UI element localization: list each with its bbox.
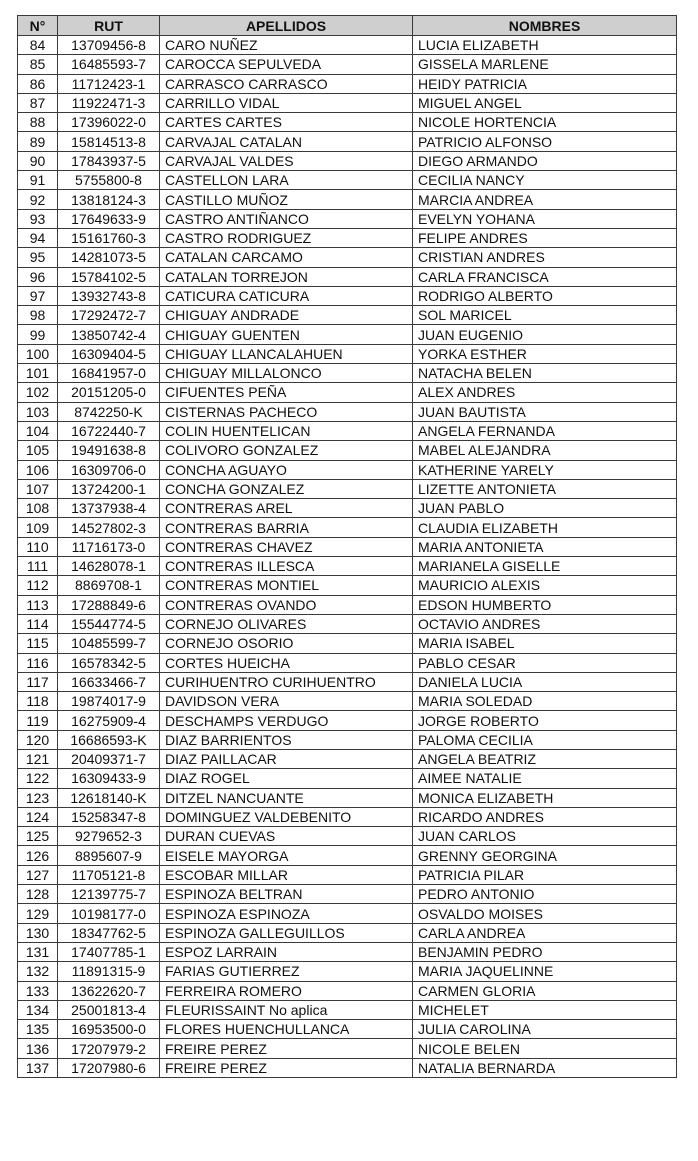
cell-apellidos: CORTES HUEICHA bbox=[160, 653, 413, 672]
cell-apellidos: DESCHAMPS VERDUGO bbox=[160, 711, 413, 730]
cell-rut: 15258347-8 bbox=[58, 807, 160, 826]
cell-number: 135 bbox=[18, 1020, 58, 1039]
cell-number: 121 bbox=[18, 749, 58, 768]
cell-nombres: DIEGO ARMANDO bbox=[413, 151, 677, 170]
cell-rut: 16686593-K bbox=[58, 730, 160, 749]
cell-nombres: KATHERINE YARELY bbox=[413, 460, 677, 479]
cell-apellidos: ESCOBAR MILLAR bbox=[160, 865, 413, 884]
cell-rut: 13737938-4 bbox=[58, 499, 160, 518]
cell-apellidos: FERREIRA ROMERO bbox=[160, 981, 413, 1000]
cell-apellidos: FREIRE PEREZ bbox=[160, 1058, 413, 1077]
cell-number: 97 bbox=[18, 286, 58, 305]
cell-rut: 9279652-3 bbox=[58, 827, 160, 846]
cell-nombres: GRENNY GEORGINA bbox=[413, 846, 677, 865]
table-row bbox=[18, 537, 677, 556]
cell-number: 96 bbox=[18, 267, 58, 286]
table-row bbox=[18, 171, 677, 190]
cell-number: 92 bbox=[18, 190, 58, 209]
cell-rut: 20151205-0 bbox=[58, 383, 160, 402]
cell-apellidos: CASTRO ANTIÑANCO bbox=[160, 209, 413, 228]
header-number: N° bbox=[18, 16, 58, 36]
cell-rut: 8742250-K bbox=[58, 402, 160, 421]
table-row bbox=[18, 441, 677, 460]
cell-apellidos: CARO NUÑEZ bbox=[160, 36, 413, 55]
cell-number: 103 bbox=[18, 402, 58, 421]
table-row bbox=[18, 151, 677, 170]
cell-rut: 17292472-7 bbox=[58, 306, 160, 325]
table-body bbox=[18, 36, 677, 1078]
cell-apellidos: CONTRERAS CHAVEZ bbox=[160, 537, 413, 556]
cell-nombres: PATRICIA PILAR bbox=[413, 865, 677, 884]
table-row bbox=[18, 576, 677, 595]
cell-nombres: GISSELA MARLENE bbox=[413, 55, 677, 74]
cell-rut: 17288849-6 bbox=[58, 595, 160, 614]
cell-apellidos: CONCHA AGUAYO bbox=[160, 460, 413, 479]
cell-number: 84 bbox=[18, 36, 58, 55]
cell-rut: 13709456-8 bbox=[58, 36, 160, 55]
cell-rut: 16309706-0 bbox=[58, 460, 160, 479]
cell-number: 95 bbox=[18, 248, 58, 267]
cell-number: 119 bbox=[18, 711, 58, 730]
cell-nombres: LIZETTE ANTONIETA bbox=[413, 479, 677, 498]
table-row bbox=[18, 846, 677, 865]
table-row bbox=[18, 364, 677, 383]
cell-nombres: CRISTIAN ANDRES bbox=[413, 248, 677, 267]
cell-nombres: JORGE ROBERTO bbox=[413, 711, 677, 730]
cell-number: 98 bbox=[18, 306, 58, 325]
cell-nombres: ALEX ANDRES bbox=[413, 383, 677, 402]
cell-number: 128 bbox=[18, 885, 58, 904]
table-row bbox=[18, 1020, 677, 1039]
cell-number: 86 bbox=[18, 74, 58, 93]
cell-apellidos: CIFUENTES PEÑA bbox=[160, 383, 413, 402]
cell-number: 123 bbox=[18, 788, 58, 807]
cell-number: 99 bbox=[18, 325, 58, 344]
cell-nombres: NICOLE BELEN bbox=[413, 1039, 677, 1058]
cell-nombres: JUAN BAUTISTA bbox=[413, 402, 677, 421]
cell-rut: 8869708-1 bbox=[58, 576, 160, 595]
cell-rut: 11922471-3 bbox=[58, 93, 160, 112]
table-row bbox=[18, 306, 677, 325]
cell-apellidos: DIAZ BARRIENTOS bbox=[160, 730, 413, 749]
table-row bbox=[18, 325, 677, 344]
table-row bbox=[18, 730, 677, 749]
cell-rut: 16633466-7 bbox=[58, 672, 160, 691]
cell-nombres: ANGELA BEATRIZ bbox=[413, 749, 677, 768]
cell-apellidos: CASTILLO MUÑOZ bbox=[160, 190, 413, 209]
cell-number: 129 bbox=[18, 904, 58, 923]
cell-nombres: DANIELA LUCIA bbox=[413, 672, 677, 691]
cell-nombres: MARIA ANTONIETA bbox=[413, 537, 677, 556]
table-row bbox=[18, 209, 677, 228]
table-row bbox=[18, 1039, 677, 1058]
cell-apellidos: CARVAJAL CATALAN bbox=[160, 132, 413, 151]
cell-rut: 25001813-4 bbox=[58, 1000, 160, 1019]
cell-rut: 16309433-9 bbox=[58, 769, 160, 788]
cell-number: 137 bbox=[18, 1058, 58, 1077]
cell-rut: 12618140-K bbox=[58, 788, 160, 807]
cell-rut: 14628078-1 bbox=[58, 557, 160, 576]
cell-nombres: MARIANELA GISELLE bbox=[413, 557, 677, 576]
table-row bbox=[18, 36, 677, 55]
cell-nombres: RICARDO ANDRES bbox=[413, 807, 677, 826]
cell-number: 108 bbox=[18, 499, 58, 518]
table-row bbox=[18, 904, 677, 923]
cell-apellidos: CHIGUAY LLANCALAHUEN bbox=[160, 344, 413, 363]
cell-apellidos: DAVIDSON VERA bbox=[160, 692, 413, 711]
table-row bbox=[18, 788, 677, 807]
cell-nombres: JUAN CARLOS bbox=[413, 827, 677, 846]
table-row bbox=[18, 981, 677, 1000]
cell-apellidos: CONTRERAS ILLESCA bbox=[160, 557, 413, 576]
table-row bbox=[18, 885, 677, 904]
table-header-row bbox=[18, 16, 677, 36]
cell-apellidos: CONTRERAS BARRIA bbox=[160, 518, 413, 537]
cell-number: 114 bbox=[18, 614, 58, 633]
cell-number: 134 bbox=[18, 1000, 58, 1019]
table-row bbox=[18, 749, 677, 768]
cell-nombres: MAURICIO ALEXIS bbox=[413, 576, 677, 595]
table-row bbox=[18, 74, 677, 93]
table-row bbox=[18, 692, 677, 711]
cell-number: 101 bbox=[18, 364, 58, 383]
table-row bbox=[18, 1058, 677, 1077]
cell-number: 122 bbox=[18, 769, 58, 788]
cell-nombres: MARCIA ANDREA bbox=[413, 190, 677, 209]
table-row bbox=[18, 479, 677, 498]
cell-apellidos: ESPINOZA ESPINOZA bbox=[160, 904, 413, 923]
table-row bbox=[18, 93, 677, 112]
cell-nombres: CARLA FRANCISCA bbox=[413, 267, 677, 286]
cell-apellidos: FLEURISSAINT No aplica bbox=[160, 1000, 413, 1019]
table-row bbox=[18, 421, 677, 440]
cell-number: 88 bbox=[18, 113, 58, 132]
cell-apellidos: ESPOZ LARRAIN bbox=[160, 942, 413, 961]
cell-rut: 11891315-9 bbox=[58, 962, 160, 981]
cell-rut: 5755800-8 bbox=[58, 171, 160, 190]
cell-apellidos: CONCHA GONZALEZ bbox=[160, 479, 413, 498]
cell-rut: 17207980-6 bbox=[58, 1058, 160, 1077]
cell-apellidos: FLORES HUENCHULLANCA bbox=[160, 1020, 413, 1039]
cell-nombres: BENJAMIN PEDRO bbox=[413, 942, 677, 961]
cell-nombres: PALOMA CECILIA bbox=[413, 730, 677, 749]
cell-apellidos: CORNEJO OLIVARES bbox=[160, 614, 413, 633]
cell-number: 110 bbox=[18, 537, 58, 556]
cell-apellidos: CATALAN TORREJON bbox=[160, 267, 413, 286]
cell-nombres: CARMEN GLORIA bbox=[413, 981, 677, 1000]
cell-number: 118 bbox=[18, 692, 58, 711]
cell-number: 93 bbox=[18, 209, 58, 228]
cell-apellidos: CASTRO RODRIGUEZ bbox=[160, 228, 413, 247]
cell-apellidos: CATICURA CATICURA bbox=[160, 286, 413, 305]
cell-number: 109 bbox=[18, 518, 58, 537]
cell-apellidos: CONTRERAS AREL bbox=[160, 499, 413, 518]
cell-rut: 17843937-5 bbox=[58, 151, 160, 170]
cell-number: 126 bbox=[18, 846, 58, 865]
cell-nombres: PEDRO ANTONIO bbox=[413, 885, 677, 904]
cell-number: 91 bbox=[18, 171, 58, 190]
cell-rut: 16578342-5 bbox=[58, 653, 160, 672]
cell-apellidos: DITZEL NANCUANTE bbox=[160, 788, 413, 807]
cell-number: 100 bbox=[18, 344, 58, 363]
cell-rut: 15814513-8 bbox=[58, 132, 160, 151]
cell-apellidos: CONTRERAS MONTIEL bbox=[160, 576, 413, 595]
cell-rut: 10485599-7 bbox=[58, 634, 160, 653]
cell-number: 85 bbox=[18, 55, 58, 74]
cell-apellidos: CONTRERAS OVANDO bbox=[160, 595, 413, 614]
cell-rut: 11705121-8 bbox=[58, 865, 160, 884]
cell-nombres: NATACHA BELEN bbox=[413, 364, 677, 383]
table-row bbox=[18, 267, 677, 286]
cell-rut: 16953500-0 bbox=[58, 1020, 160, 1039]
header-nombres: NOMBRES bbox=[413, 16, 677, 36]
cell-nombres: NICOLE HORTENCIA bbox=[413, 113, 677, 132]
cell-apellidos: DURAN CUEVAS bbox=[160, 827, 413, 846]
cell-apellidos: CARVAJAL VALDES bbox=[160, 151, 413, 170]
cell-number: 117 bbox=[18, 672, 58, 691]
cell-apellidos: DIAZ ROGEL bbox=[160, 769, 413, 788]
cell-apellidos: FARIAS GUTIERREZ bbox=[160, 962, 413, 981]
cell-apellidos: FREIRE PEREZ bbox=[160, 1039, 413, 1058]
cell-nombres: CLAUDIA ELIZABETH bbox=[413, 518, 677, 537]
table-row bbox=[18, 595, 677, 614]
cell-nombres: MARIA ISABEL bbox=[413, 634, 677, 653]
cell-rut: 13932743-8 bbox=[58, 286, 160, 305]
cell-apellidos: CAROCCA SEPULVEDA bbox=[160, 55, 413, 74]
cell-rut: 19874017-9 bbox=[58, 692, 160, 711]
cell-nombres: MIGUEL ANGEL bbox=[413, 93, 677, 112]
cell-nombres: MONICA ELIZABETH bbox=[413, 788, 677, 807]
cell-nombres: HEIDY PATRICIA bbox=[413, 74, 677, 93]
cell-apellidos: COLIVORO GONZALEZ bbox=[160, 441, 413, 460]
cell-nombres: JULIA CAROLINA bbox=[413, 1020, 677, 1039]
table-row bbox=[18, 499, 677, 518]
cell-nombres: EDSON HUMBERTO bbox=[413, 595, 677, 614]
cell-nombres: JUAN EUGENIO bbox=[413, 325, 677, 344]
cell-number: 105 bbox=[18, 441, 58, 460]
table-row bbox=[18, 865, 677, 884]
table-row bbox=[18, 190, 677, 209]
cell-nombres: JUAN PABLO bbox=[413, 499, 677, 518]
registry-table bbox=[17, 15, 677, 1078]
cell-number: 87 bbox=[18, 93, 58, 112]
cell-apellidos: COLIN HUENTELICAN bbox=[160, 421, 413, 440]
cell-rut: 14281073-5 bbox=[58, 248, 160, 267]
cell-rut: 11712423-1 bbox=[58, 74, 160, 93]
cell-nombres: MABEL ALEJANDRA bbox=[413, 441, 677, 460]
cell-nombres: NATALIA BERNARDA bbox=[413, 1058, 677, 1077]
table-row bbox=[18, 634, 677, 653]
cell-number: 89 bbox=[18, 132, 58, 151]
cell-apellidos: CHIGUAY GUENTEN bbox=[160, 325, 413, 344]
table-row bbox=[18, 383, 677, 402]
cell-nombres: AIMEE NATALIE bbox=[413, 769, 677, 788]
cell-rut: 13850742-4 bbox=[58, 325, 160, 344]
cell-number: 132 bbox=[18, 962, 58, 981]
cell-apellidos: CHIGUAY ANDRADE bbox=[160, 306, 413, 325]
table-row bbox=[18, 711, 677, 730]
cell-rut: 17407785-1 bbox=[58, 942, 160, 961]
cell-number: 102 bbox=[18, 383, 58, 402]
cell-number: 136 bbox=[18, 1039, 58, 1058]
cell-rut: 12139775-7 bbox=[58, 885, 160, 904]
table-row bbox=[18, 557, 677, 576]
table-row bbox=[18, 228, 677, 247]
table-row bbox=[18, 286, 677, 305]
cell-apellidos: CARRILLO VIDAL bbox=[160, 93, 413, 112]
cell-number: 107 bbox=[18, 479, 58, 498]
cell-rut: 11716173-0 bbox=[58, 537, 160, 556]
table-row bbox=[18, 769, 677, 788]
cell-rut: 16722440-7 bbox=[58, 421, 160, 440]
cell-nombres: LUCIA ELIZABETH bbox=[413, 36, 677, 55]
cell-number: 130 bbox=[18, 923, 58, 942]
cell-nombres: PABLO CESAR bbox=[413, 653, 677, 672]
cell-apellidos: ESPINOZA BELTRAN bbox=[160, 885, 413, 904]
table-row bbox=[18, 518, 677, 537]
cell-apellidos: CARTES CARTES bbox=[160, 113, 413, 132]
cell-apellidos: CARRASCO CARRASCO bbox=[160, 74, 413, 93]
cell-nombres: OCTAVIO ANDRES bbox=[413, 614, 677, 633]
cell-rut: 16841957-0 bbox=[58, 364, 160, 383]
cell-rut: 13724200-1 bbox=[58, 479, 160, 498]
cell-apellidos: CHIGUAY MILLALONCO bbox=[160, 364, 413, 383]
cell-rut: 18347762-5 bbox=[58, 923, 160, 942]
cell-nombres: SOL MARICEL bbox=[413, 306, 677, 325]
cell-number: 133 bbox=[18, 981, 58, 1000]
table-row bbox=[18, 402, 677, 421]
cell-number: 111 bbox=[18, 557, 58, 576]
table-row bbox=[18, 460, 677, 479]
cell-apellidos: CISTERNAS PACHECO bbox=[160, 402, 413, 421]
table-row bbox=[18, 113, 677, 132]
cell-rut: 15784102-5 bbox=[58, 267, 160, 286]
cell-number: 127 bbox=[18, 865, 58, 884]
cell-number: 124 bbox=[18, 807, 58, 826]
cell-rut: 8895607-9 bbox=[58, 846, 160, 865]
cell-rut: 16485593-7 bbox=[58, 55, 160, 74]
cell-apellidos: DIAZ PAILLACAR bbox=[160, 749, 413, 768]
table-row bbox=[18, 923, 677, 942]
cell-rut: 17207979-2 bbox=[58, 1039, 160, 1058]
table-row bbox=[18, 614, 677, 633]
cell-apellidos: CASTELLON LARA bbox=[160, 171, 413, 190]
cell-number: 125 bbox=[18, 827, 58, 846]
cell-number: 120 bbox=[18, 730, 58, 749]
cell-apellidos: CURIHUENTRO CURIHUENTRO bbox=[160, 672, 413, 691]
cell-nombres: MARIA SOLEDAD bbox=[413, 692, 677, 711]
cell-apellidos: DOMINGUEZ VALDEBENITO bbox=[160, 807, 413, 826]
cell-apellidos: EISELE MAYORGA bbox=[160, 846, 413, 865]
cell-rut: 13622620-7 bbox=[58, 981, 160, 1000]
header-apellidos: APELLIDOS bbox=[160, 16, 413, 36]
cell-rut: 14527802-3 bbox=[58, 518, 160, 537]
table-row bbox=[18, 942, 677, 961]
table-row bbox=[18, 1000, 677, 1019]
cell-nombres: FELIPE ANDRES bbox=[413, 228, 677, 247]
cell-number: 104 bbox=[18, 421, 58, 440]
cell-number: 115 bbox=[18, 634, 58, 653]
table-row bbox=[18, 55, 677, 74]
cell-rut: 15161760-3 bbox=[58, 228, 160, 247]
cell-nombres: YORKA ESTHER bbox=[413, 344, 677, 363]
table-row bbox=[18, 827, 677, 846]
table-row bbox=[18, 672, 677, 691]
table-row bbox=[18, 248, 677, 267]
cell-rut: 15544774-5 bbox=[58, 614, 160, 633]
cell-rut: 10198177-0 bbox=[58, 904, 160, 923]
cell-number: 94 bbox=[18, 228, 58, 247]
table-row bbox=[18, 962, 677, 981]
cell-rut: 16275909-4 bbox=[58, 711, 160, 730]
cell-rut: 17649633-9 bbox=[58, 209, 160, 228]
table-row bbox=[18, 344, 677, 363]
cell-number: 106 bbox=[18, 460, 58, 479]
table-row bbox=[18, 132, 677, 151]
header-rut: RUT bbox=[58, 16, 160, 36]
cell-nombres: RODRIGO ALBERTO bbox=[413, 286, 677, 305]
cell-rut: 13818124-3 bbox=[58, 190, 160, 209]
cell-nombres: CECILIA NANCY bbox=[413, 171, 677, 190]
cell-rut: 19491638-8 bbox=[58, 441, 160, 460]
cell-number: 113 bbox=[18, 595, 58, 614]
table-row bbox=[18, 807, 677, 826]
cell-number: 112 bbox=[18, 576, 58, 595]
cell-nombres: CARLA ANDREA bbox=[413, 923, 677, 942]
cell-number: 131 bbox=[18, 942, 58, 961]
cell-number: 116 bbox=[18, 653, 58, 672]
cell-nombres: MICHELET bbox=[413, 1000, 677, 1019]
cell-rut: 17396022-0 bbox=[58, 113, 160, 132]
cell-apellidos: CATALAN CARCAMO bbox=[160, 248, 413, 267]
cell-number: 90 bbox=[18, 151, 58, 170]
cell-nombres: MARIA JAQUELINNE bbox=[413, 962, 677, 981]
cell-nombres: ANGELA FERNANDA bbox=[413, 421, 677, 440]
cell-nombres: PATRICIO ALFONSO bbox=[413, 132, 677, 151]
cell-nombres: EVELYN YOHANA bbox=[413, 209, 677, 228]
cell-apellidos: ESPINOZA GALLEGUILLOS bbox=[160, 923, 413, 942]
table-row bbox=[18, 653, 677, 672]
cell-rut: 20409371-7 bbox=[58, 749, 160, 768]
cell-apellidos: CORNEJO OSORIO bbox=[160, 634, 413, 653]
cell-rut: 16309404-5 bbox=[58, 344, 160, 363]
cell-nombres: OSVALDO MOISES bbox=[413, 904, 677, 923]
